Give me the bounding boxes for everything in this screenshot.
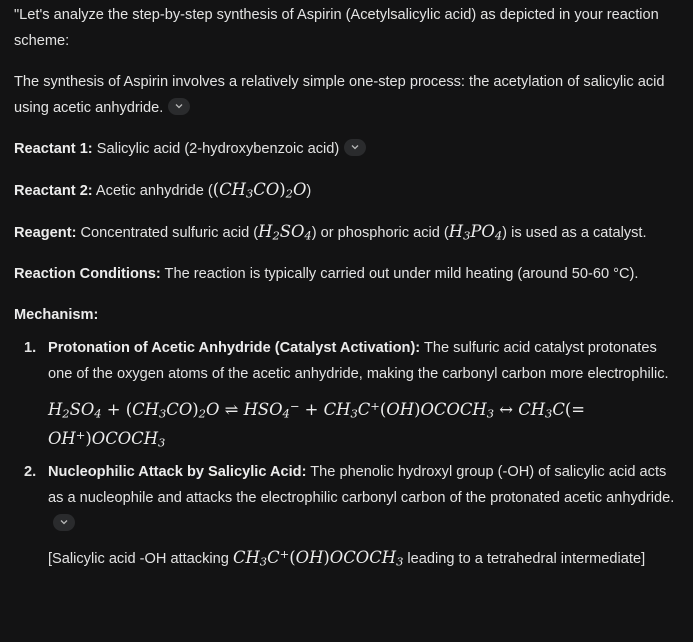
- step-text: The phenolic hydroxyl group (-OH) of salicylic acid acts as a nucleophile and attacks the electrophilic carbonyl carbon of the protonated acetic anhydride.: [48, 464, 675, 506]
- step-title: Nucleophilic Attack by Salicylic Acid:: [48, 464, 307, 480]
- reactant2-text-after: ): [306, 183, 312, 199]
- reagent-paragraph: [14, 219, 679, 246]
- reagent-text-2: ) or phosphoric acid (: [311, 225, 449, 241]
- reagent-label: Reagent:: [14, 225, 77, 241]
- mechanism-heading: Mechanism:: [14, 307, 99, 323]
- step-number: 2.: [24, 464, 37, 480]
- reactant2-text-before: Acetic anhydride (: [95, 183, 213, 199]
- source-chip[interactable]: [344, 139, 366, 156]
- chevron-down-icon: [175, 103, 183, 109]
- chevron-down-icon: [60, 519, 68, 525]
- step-text: The sulfuric acid catalyst protonates one of the oxygen atoms of the acetic anhydride, making the carbonyl carbon more electrophilic.: [48, 340, 669, 382]
- reactant2-paragraph: [14, 177, 679, 204]
- phosphoric-acid-formula: $H_3PO_4$: [448, 222, 503, 243]
- reactant1-paragraph: [14, 136, 679, 162]
- note-after: leading to a tetrahedral intermediate]: [407, 551, 646, 567]
- reactant1-label: Reactant 1:: [14, 141, 93, 157]
- reactant1-text: Salicylic acid (2-hydroxybenzoic acid): [96, 141, 340, 157]
- intermediate-formula: $CH_3C^+(OH)OCOCH_3$: [232, 546, 404, 569]
- step-note: [48, 545, 679, 572]
- protonation-equation: $H_2SO_4 + (CH_3CO)_2O$ ⇌ $HSO_4^-$ + $CH_3C^+(OH)OCOCH_3$ ↔ $CH_3C(=$ $OH^+)OCOCH_3$: [48, 398, 586, 450]
- step-number: 1.: [24, 340, 37, 356]
- chevron-down-icon: [351, 144, 359, 150]
- intro-paragraph: "Let's analyze the step-by-step synthesis of Aspirin (Acetylsalicylic acid) as depicted in your reaction scheme:: [14, 7, 659, 49]
- step-title: Protonation of Acetic Anhydride (Catalyst Activation):: [48, 340, 421, 356]
- list-item: [14, 335, 679, 453]
- conditions-paragraph: [14, 261, 679, 287]
- source-chip[interactable]: [168, 98, 190, 115]
- conditions-label: Reaction Conditions:: [14, 266, 161, 282]
- conditions-text: The reaction is typically carried out under mild heating (around 50-60 °C).: [164, 266, 639, 282]
- overview-paragraph: [14, 69, 679, 121]
- mechanism-steps: [14, 335, 679, 572]
- reagent-text-3: ) is used as a catalyst.: [502, 225, 647, 241]
- source-chip[interactable]: [53, 514, 75, 531]
- list-item: [14, 459, 679, 572]
- overview-text: The synthesis of Aspirin involves a relatively simple one-step process: the acetylation of salicylic acid using acetic anhydride.: [14, 74, 665, 116]
- sulfuric-acid-formula: $H_2SO_4$: [258, 222, 312, 243]
- reagent-text-1: Concentrated sulfuric acid (: [80, 225, 259, 241]
- acetic-anhydride-formula: $(CH_3CO)_2O$: [212, 180, 307, 201]
- note-before: [Salicylic acid -OH attacking: [48, 551, 229, 567]
- reactant2-label: Reactant 2:: [14, 183, 93, 199]
